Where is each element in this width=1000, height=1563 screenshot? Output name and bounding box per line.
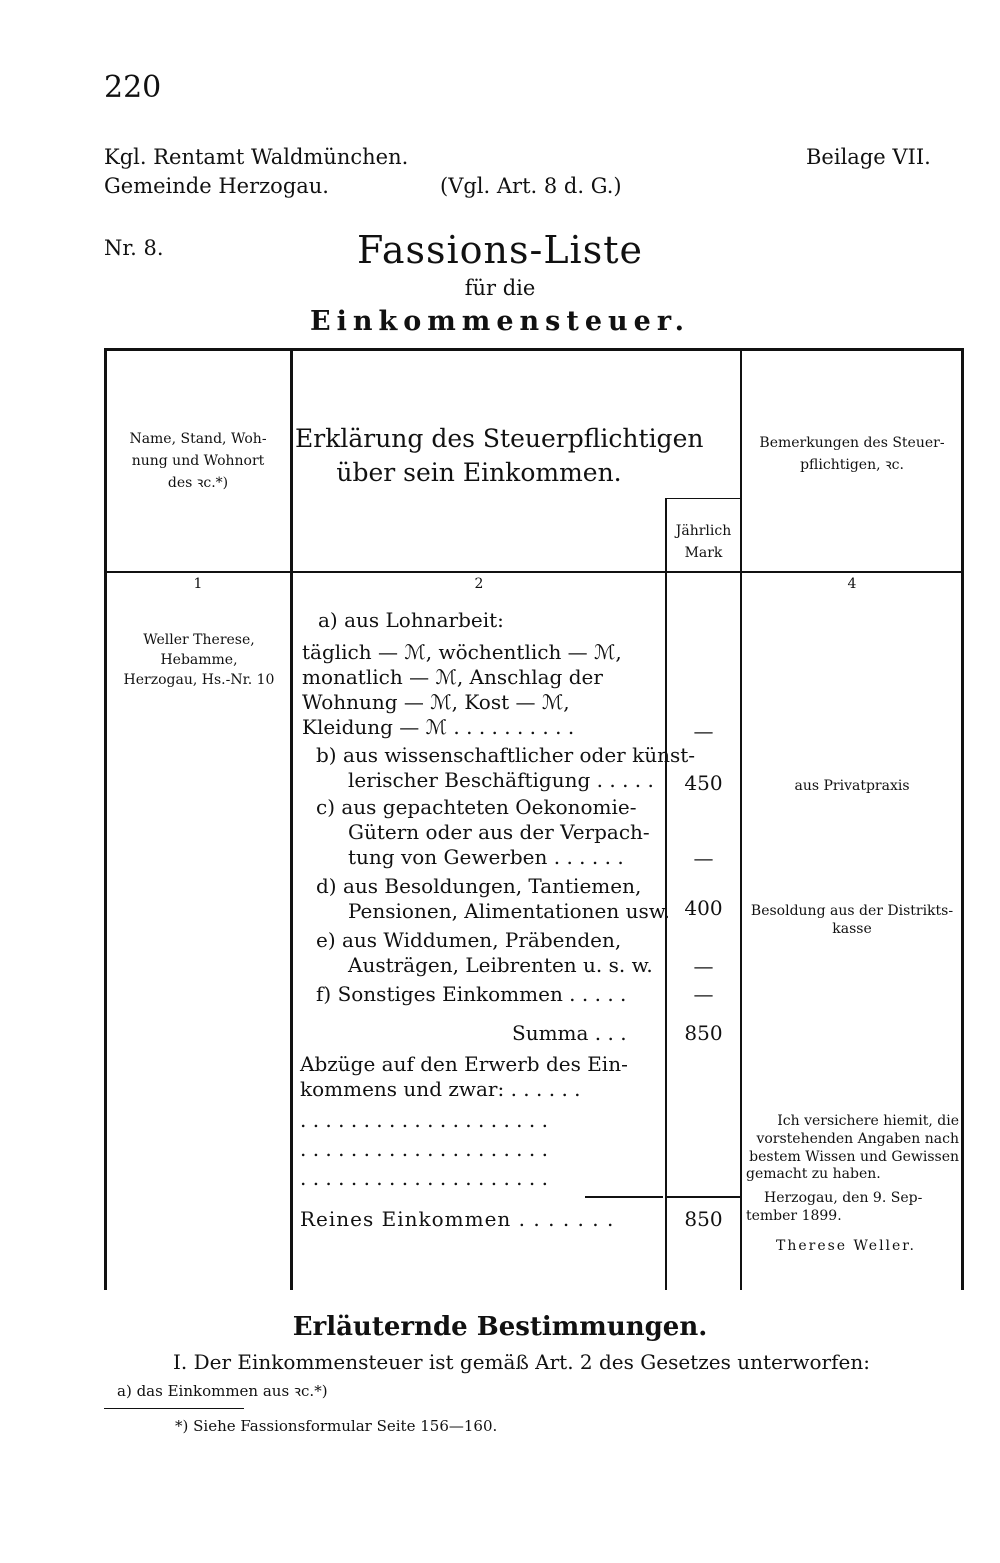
income-line: Pensionen, Alimentationen usw. (348, 899, 670, 923)
document-subtitle: für die (464, 276, 536, 300)
income-line: a) aus Lohnarbeit: (318, 608, 504, 632)
amount-e: — (693, 954, 714, 978)
income-line: b) aus wissenschaftlicher oder künst- (316, 743, 696, 767)
dotted-line: . . . . . . . . . . . . . . . . . . . . (300, 1108, 548, 1132)
form-number: Nr. 8. (104, 236, 164, 260)
office-name: Kgl. Rentamt Waldmünchen. (104, 145, 409, 169)
column-divider-1 (290, 348, 293, 1290)
net-income-label: Reines Einkommen . . . . . . . (300, 1207, 615, 1231)
income-line: c) aus gepachteten Oekonomie- (316, 795, 637, 819)
net-rule-left (585, 1196, 663, 1198)
legal-reference: (Vgl. Art. 8 d. G.) (440, 174, 622, 198)
table-left-border (104, 348, 107, 1290)
income-line: lerischer Beschäftigung . . . . . (348, 768, 654, 792)
amount-header-rule (665, 498, 742, 499)
document-title: Fassions-Liste (357, 228, 643, 272)
income-line: täglich — ℳ, wöchentlich — ℳ, (302, 640, 622, 664)
column-header-remarks: Bemerkungen des Steuer- pflichtigen, ꝛc. (759, 435, 945, 473)
income-line: e) aus Widdumen, Präbenden, (316, 928, 622, 952)
remark-b: aus Privatpraxis (794, 778, 910, 794)
income-line: tung von Gewerben . . . . . . (348, 845, 624, 869)
section-line-2: a) das Einkommen aus ꝛc.*) (117, 1382, 328, 1400)
section-title: Erläuternde Bestimmungen. (292, 1312, 708, 1342)
remark-d: Besoldung aus der Distrikts- kasse (750, 903, 954, 937)
declaration-last-line: gemacht zu haben. (746, 1166, 881, 1182)
page-number: 220 (104, 70, 162, 105)
deductions-line: Abzüge auf den Erwerb des Ein- (300, 1052, 628, 1076)
income-line: f) Sonstiges Einkommen . . . . . (316, 982, 627, 1006)
dotted-line: . . . . . . . . . . . . . . . . . . . . (300, 1166, 548, 1190)
municipality-name: Gemeinde Herzogau. (104, 174, 329, 198)
footnote: *) Siehe Fassionsformular Seite 156—160. (175, 1417, 498, 1435)
column-number-1: 1 (193, 576, 203, 592)
place-date-line-2: tember 1899. (746, 1208, 842, 1224)
column-number-2: 2 (474, 576, 484, 592)
column-header-amount: Jährlich Mark (675, 523, 732, 561)
column-number-4: 4 (847, 576, 857, 592)
income-line: Kleidung — ℳ . . . . . . . . . . (302, 715, 575, 739)
table-header-rule (104, 571, 962, 573)
summa-label: Summa . . . (512, 1021, 627, 1045)
footnote-rule (104, 1408, 244, 1409)
amount-b: 450 (684, 771, 723, 795)
column-divider-3 (740, 348, 742, 1290)
table-right-border (961, 348, 964, 1290)
summa-amount: 850 (684, 1021, 723, 1045)
column-header-name: Name, Stand, Woh- nung und Wohnort des ꝛc.*) (129, 431, 267, 491)
income-line: Gütern oder aus der Verpach- (348, 820, 650, 844)
amount-c: — (693, 846, 714, 870)
amount-d: 400 (684, 896, 723, 920)
deductions-line: kommens und zwar: . . . . . . (300, 1077, 581, 1101)
income-line: d) aus Besoldungen, Tantiemen, (316, 874, 642, 898)
section-line-1: I. Der Einkommensteuer ist gemäß Art. 2 des Gesetzes unterworfen: (173, 1350, 870, 1374)
signature: Therese Weller. (776, 1238, 916, 1254)
dotted-line: . . . . . . . . . . . . . . . . . . . . (300, 1137, 548, 1161)
amount-f: — (693, 982, 714, 1006)
table-top-rule (104, 348, 962, 351)
place-date-line-1: Herzogau, den 9. Sep- (764, 1190, 923, 1206)
column-header-declaration: Erklärung des Steuerpflichtigen über sein Einkommen. (295, 424, 704, 487)
net-rule-right (667, 1196, 740, 1198)
taxpayer-details: Weller Therese, Hebamme, Herzogau, Hs.-Nr. 10 (123, 632, 275, 688)
income-line: Austrägen, Leibrenten u. s. w. (348, 953, 653, 977)
column-divider-2 (665, 498, 667, 1290)
appendix-label: Beilage VII. (806, 145, 931, 169)
income-line: monatlich — ℳ, Anschlag der (302, 665, 603, 689)
declaration-text: Ich versichere hiemit, die vorstehenden Angaben nach bestem Wissen und Gewissen (749, 1113, 959, 1165)
income-line: Wohnung — ℳ, Kost — ℳ, (302, 690, 570, 714)
net-income-amount: 850 (684, 1207, 723, 1231)
tax-title: Einkommensteuer. (310, 306, 690, 337)
amount-a: — (693, 719, 714, 743)
